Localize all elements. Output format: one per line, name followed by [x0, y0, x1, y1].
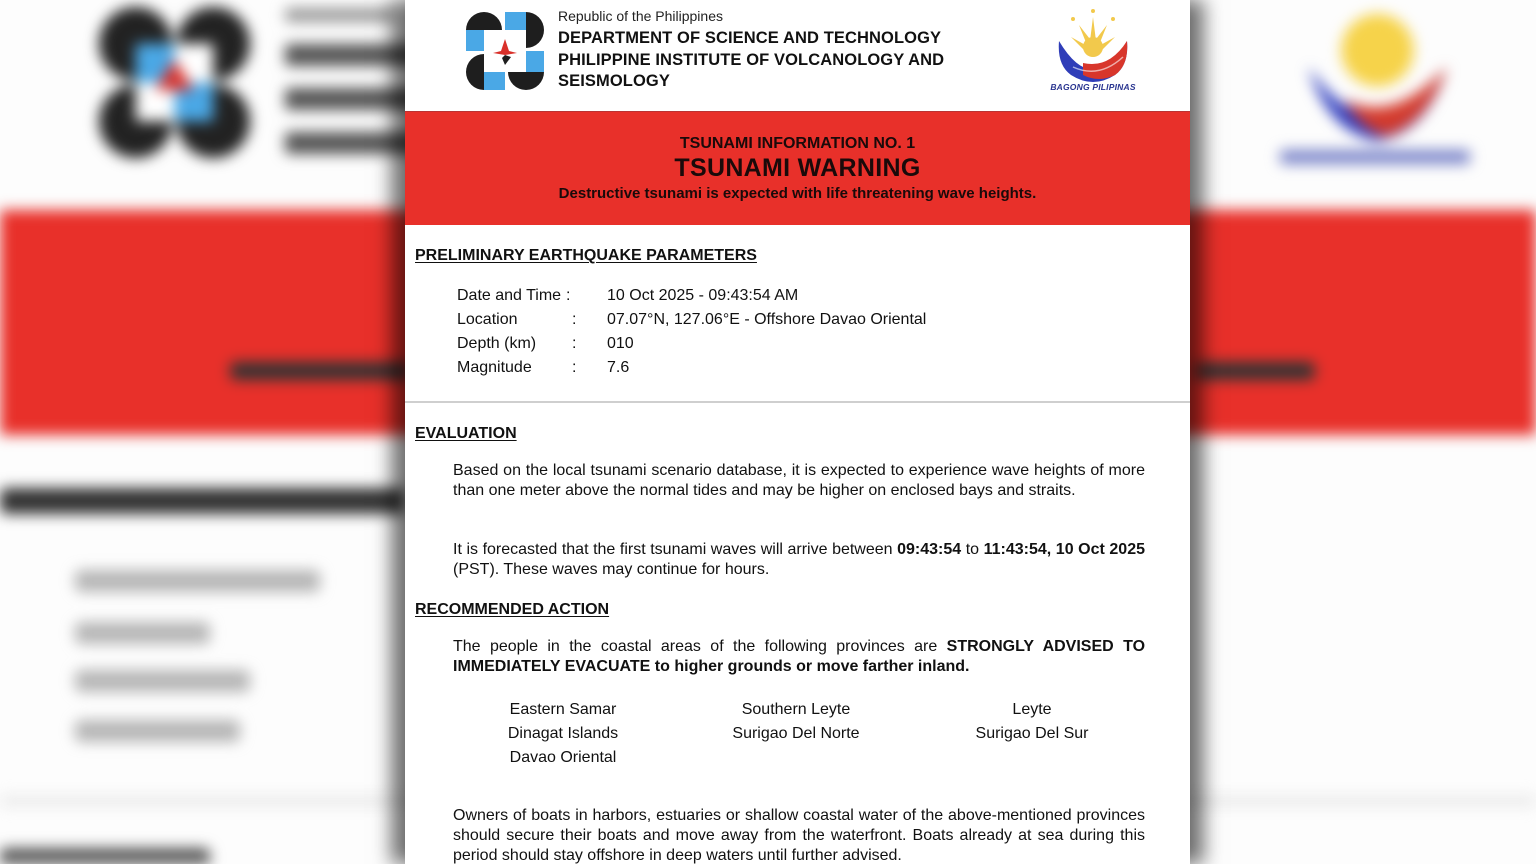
param-row-datetime — [457, 286, 926, 310]
param-label: Magnitude — [457, 359, 532, 376]
param-sep: : — [572, 311, 577, 328]
tsunami-warning-title: TSUNAMI WARNING — [674, 154, 921, 182]
republic-label: Republic of the Philippines — [558, 8, 723, 24]
evaluation-paragraph-1: Based on the local tsunami scenario database, it is expected to experience wave heights of more than one meter above the normal tides and may be higher on enclosed bays and straits. — [453, 462, 1145, 499]
province-item: Davao Oriental — [509, 749, 617, 766]
province-item: Surigao Del Norte — [732, 725, 860, 742]
agency-line-2: PHILIPPINE INSTITUTE OF VOLCANOLOGY AND — [558, 50, 945, 69]
tsunami-bulletin-document — [405, 0, 1190, 864]
province-item: Dinagat Islands — [507, 725, 619, 742]
param-row-magnitude — [457, 358, 926, 382]
agency-line-3: SEISMOLOGY — [558, 72, 670, 90]
blurred-header-text — [285, 8, 425, 176]
bagong-pilipinas-blurred-icon — [1295, 0, 1460, 150]
param-value: 7.6 — [607, 359, 630, 376]
dost-logo-icon — [465, 11, 545, 91]
param-sep: : — [572, 335, 577, 352]
province-list — [453, 698, 1145, 770]
recommended-paragraph-1 — [453, 637, 1145, 677]
param-value: 10 Oct 2025 - 09:43:54 AM — [607, 287, 799, 304]
param-row-location — [457, 310, 926, 334]
section-divider — [405, 401, 1190, 403]
evaluation-heading: EVALUATION — [415, 425, 517, 442]
param-label: Location — [457, 311, 518, 328]
tsunami-info-number: TSUNAMI INFORMATION NO. 1 — [679, 135, 916, 152]
dost-logo-blurred-icon — [92, 5, 257, 160]
param-label: Depth (km) — [457, 335, 537, 352]
earthquake-parameters — [457, 286, 926, 382]
evacuation-advisory: STRONGLY ADVISED TO IMMEDIATELY EVACUATE to higher grounds or move farther inland. — [453, 638, 1146, 675]
agency-line-1: DEPARTMENT OF SCIENCE AND TECHNOLOGY — [558, 29, 942, 47]
evaluation-paragraph-2 — [453, 540, 1145, 580]
province-item: Surigao Del Sur — [975, 725, 1089, 742]
text: It is forecasted that the first tsunami waves will arrive between — [453, 541, 898, 558]
param-sep: : — [572, 359, 577, 376]
parameters-heading: PRELIMINARY EARTHQUAKE PARAMETERS — [415, 247, 757, 264]
arrival-end-time: 11:43:54, 10 Oct 2025 — [983, 541, 1145, 558]
param-row-depth — [457, 334, 926, 358]
bagong-pilipinas-label: BAGONG PILIPINAS — [1050, 82, 1136, 92]
province-item: Southern Leyte — [741, 701, 851, 718]
param-label: Date and Time — [457, 287, 562, 304]
text: to — [961, 541, 984, 558]
recommended-action-heading: RECOMMENDED ACTION — [415, 601, 610, 618]
bagong-pilipinas-logo-icon — [1043, 3, 1143, 93]
province-item: Leyte — [1012, 701, 1052, 718]
tsunami-warning-subtitle: Destructive tsunami is expected with life threatening wave heights. — [558, 185, 1037, 202]
param-value: 010 — [607, 335, 634, 352]
param-value: 07.07°N, 127.06°E - Offshore Davao Oriental — [607, 311, 927, 328]
arrival-start-time: 09:43:54 — [897, 541, 962, 558]
text: The people in the coastal areas of the following provinces are — [453, 638, 947, 655]
recommended-paragraph-2: Owners of boats in harbors, estuaries or shallow coastal water of the above-mentioned provinces should secure their boats and move away from the waterfront. Boats already at sea during this period should stay offshore in deep waters until further advised. — [453, 807, 1145, 864]
text: (PST). These waves may continue for hours. — [453, 561, 770, 578]
province-item: Eastern Samar — [509, 701, 617, 718]
tsunami-warning-banner — [405, 111, 1190, 225]
param-sep: : — [566, 287, 571, 304]
document-header — [405, 0, 1190, 110]
